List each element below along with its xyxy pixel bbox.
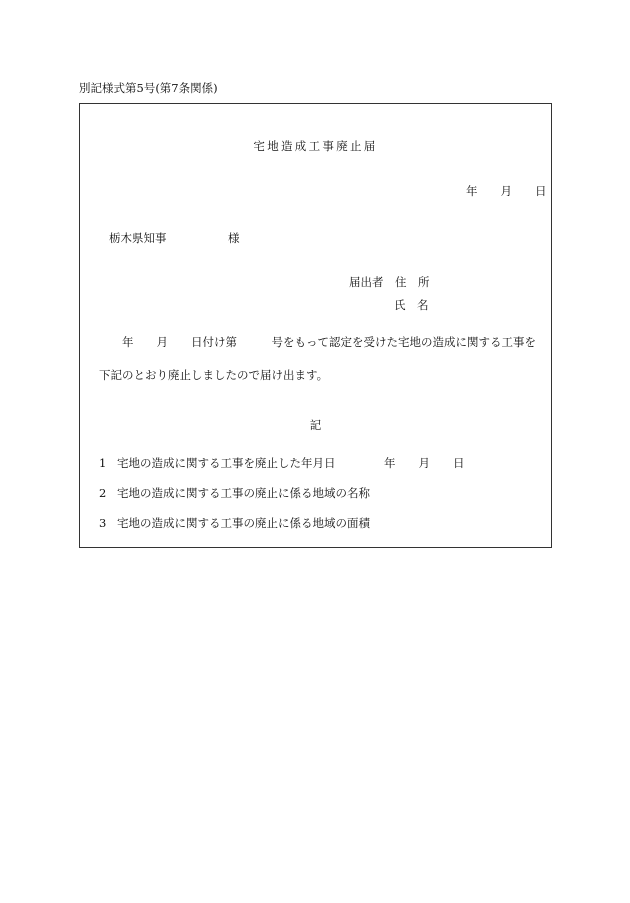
item-text: 宅地の造成に関する工事の廃止に係る地域の名称 [117,486,370,500]
body-text-line-1: 年 月 日付け第 号をもって認定を受けた宅地の造成に関する工事を [122,335,536,349]
body-text-line-2: 下記のとおり廃止しましたので届け出ます。 [99,368,329,382]
item-number: 1 [99,456,107,470]
item-number: 2 [99,486,107,500]
item-text: 宅地の造成に関する工事を廃止した年月日 [117,456,336,470]
form-title: 宅地造成工事廃止届 [253,139,378,153]
item-date: 年 月 日 [384,456,465,470]
item-number: 3 [99,516,107,530]
submission-date-line: 年 月 日 [466,184,547,198]
note-heading: 記 [309,418,322,432]
form-box [79,103,552,548]
applicant-address-label: 住 所 [395,275,430,289]
addressee-honorific: 様 [228,231,240,245]
form-number-header: 別記様式第5号(第7条関係) [79,81,218,95]
applicant-label: 届出者 [349,275,384,289]
applicant-name-label: 氏 名 [394,298,429,312]
item-text: 宅地の造成に関する工事の廃止に係る地域の面積 [117,516,370,530]
addressee-name: 栃木県知事 [109,231,167,245]
